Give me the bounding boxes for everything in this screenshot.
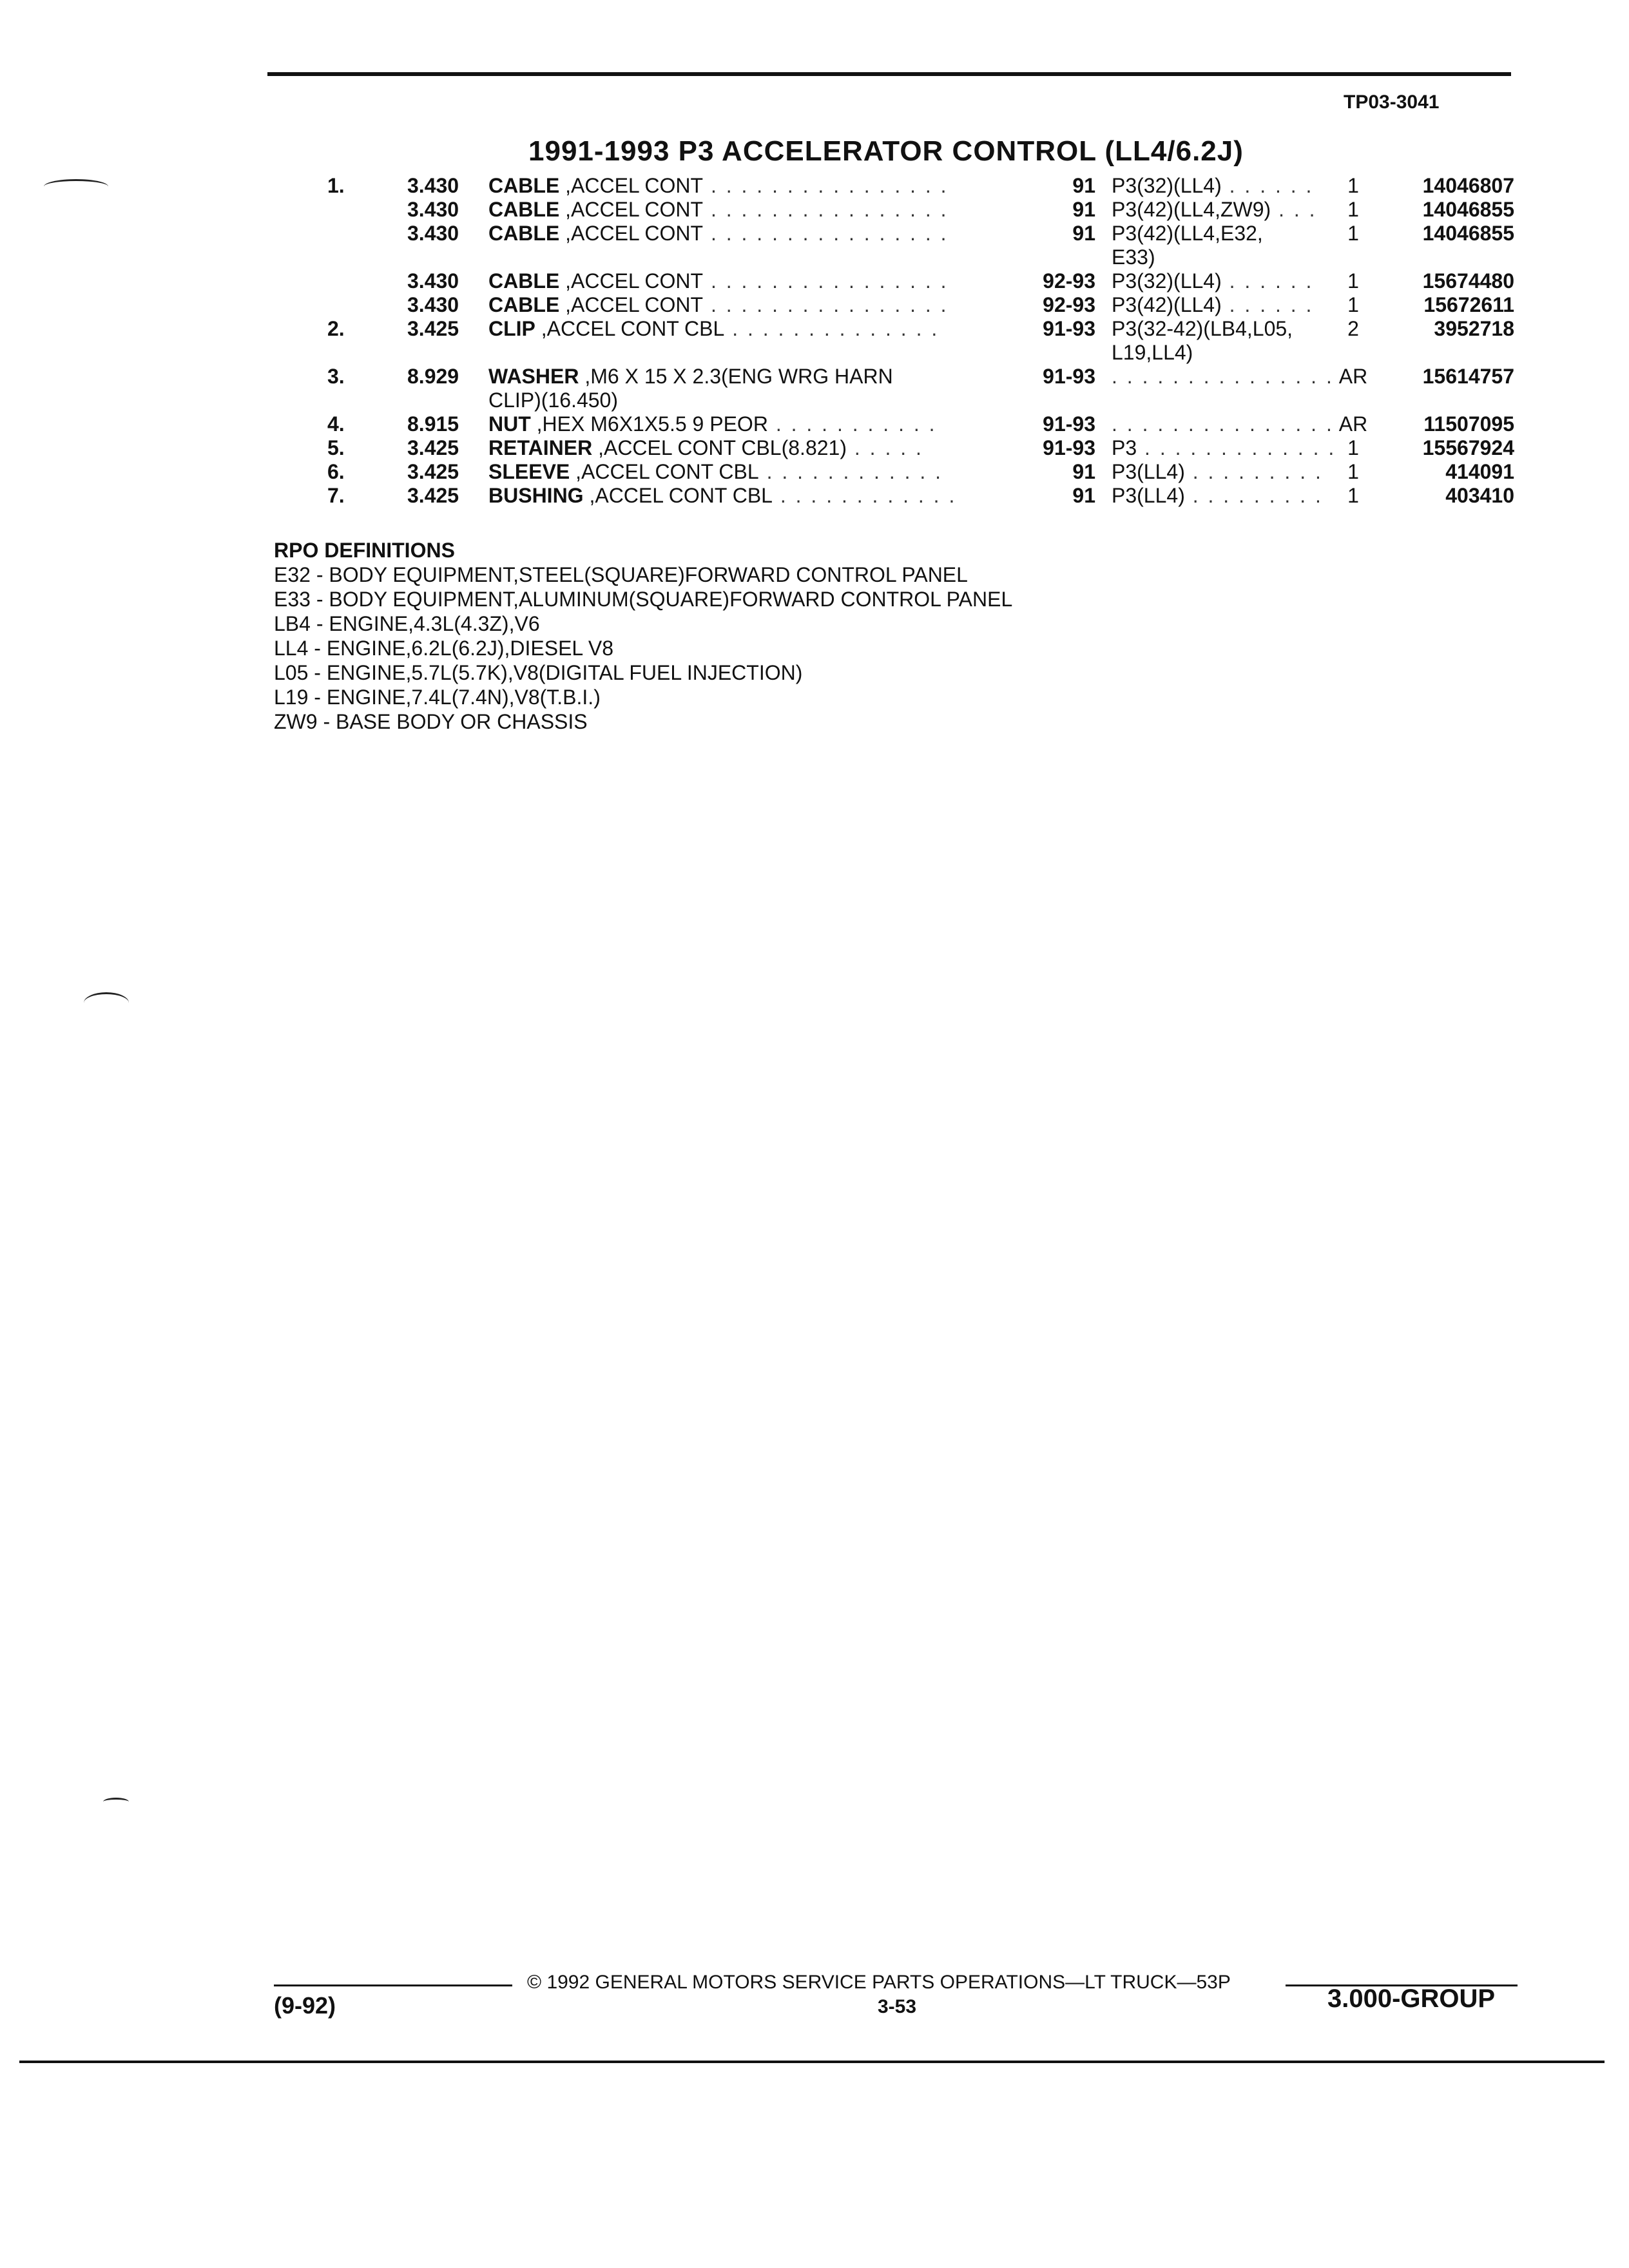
item-number: 4. bbox=[327, 412, 345, 436]
application-line: P3(LL4) bbox=[1112, 460, 1185, 483]
application-line: P3(32)(LL4) bbox=[1112, 174, 1222, 197]
application bbox=[1112, 293, 1324, 317]
part-number: 11507095 bbox=[1423, 412, 1514, 436]
part-description bbox=[488, 436, 1004, 460]
application-line: P3(42)(LL4,ZW9) bbox=[1112, 198, 1271, 221]
application-line: P3(32)(LL4) bbox=[1112, 269, 1222, 293]
model-years: 91 bbox=[1072, 222, 1095, 245]
part-detail: ,ACCEL CONT bbox=[565, 269, 704, 293]
group-number: 3.425 bbox=[407, 460, 459, 483]
part-detail: ,ACCEL CONT bbox=[565, 174, 704, 197]
dot-leader: . . . . . . . . . . . . . . . . bbox=[703, 293, 949, 316]
dot-leader: . . . . . . . . . . . . . . . bbox=[1112, 365, 1334, 388]
part-description bbox=[488, 412, 1004, 436]
document-code: TP03-3041 bbox=[1344, 91, 1440, 113]
part-description bbox=[488, 198, 1004, 222]
quantity: 1 bbox=[1347, 174, 1359, 197]
part-number: 14046855 bbox=[1422, 198, 1514, 221]
part-description bbox=[488, 484, 1004, 508]
application-line: P3(32-42)(LB4,L05, bbox=[1112, 317, 1293, 340]
part-name: CABLE bbox=[488, 198, 560, 221]
part-name: CLIP bbox=[488, 317, 535, 340]
page-title: 1991-1993 P3 ACCELERATOR CONTROL (LL4/6.2J) bbox=[528, 135, 1244, 167]
dot-leader: . . . . . . bbox=[1221, 174, 1314, 197]
part-name: CABLE bbox=[488, 174, 560, 197]
part-number: 15674480 bbox=[1422, 269, 1514, 293]
footer-date: (9-92) bbox=[274, 1992, 336, 2019]
quantity: 1 bbox=[1347, 222, 1359, 245]
footer-copyright: © 1992 GENERAL MOTORS SERVICE PARTS OPERATIONS—LT TRUCK—53P bbox=[527, 1972, 1231, 1993]
quantity: 1 bbox=[1347, 484, 1359, 507]
model-years: 92-93 bbox=[1043, 269, 1095, 293]
dot-leader: . . . . . . . . . . . . bbox=[758, 460, 943, 483]
item-number: 6. bbox=[327, 460, 345, 483]
part-detail: ,ACCEL CONT CBL bbox=[575, 460, 759, 483]
quantity: 1 bbox=[1347, 198, 1359, 221]
quantity: 1 bbox=[1347, 436, 1359, 459]
part-row bbox=[0, 198, 1629, 222]
part-description bbox=[488, 365, 1004, 412]
rpo-line: L05 - ENGINE,5.7L(5.7K),V8(DIGITAL FUEL INJECTION) bbox=[274, 661, 803, 684]
part-detail-continued: CLIP)(16.450) bbox=[488, 389, 618, 412]
dot-leader: . . . . . . . . . . . . . . bbox=[724, 317, 940, 340]
application bbox=[1112, 412, 1334, 436]
group-number: 3.425 bbox=[407, 484, 459, 507]
model-years: 91-93 bbox=[1043, 436, 1095, 459]
part-detail: ,HEX M6X1X5.5 9 PEOR bbox=[536, 412, 768, 436]
item-number: 7. bbox=[327, 484, 345, 507]
rpo-line: L19 - ENGINE,7.4L(7.4N),V8(T.B.I.) bbox=[274, 686, 601, 709]
part-detail: ,ACCEL CONT bbox=[565, 198, 704, 221]
part-name: WASHER bbox=[488, 365, 579, 388]
part-number: 14046807 bbox=[1422, 174, 1514, 197]
dot-leader: . . . . . . . . . . . . . . . bbox=[1112, 412, 1334, 436]
group-number: 3.425 bbox=[407, 436, 459, 459]
group-number: 3.430 bbox=[407, 293, 459, 316]
part-detail: ,ACCEL CONT CBL bbox=[541, 317, 725, 340]
margin-mark bbox=[103, 1798, 129, 1806]
part-name: CABLE bbox=[488, 293, 560, 316]
application bbox=[1112, 198, 1324, 222]
application-continued: E33) bbox=[1112, 245, 1155, 269]
item-number: 2. bbox=[327, 317, 345, 340]
dot-leader: . . . . . . . . . . . bbox=[767, 412, 937, 436]
group-number: 3.430 bbox=[407, 198, 459, 221]
rpo-line: E32 - BODY EQUIPMENT,STEEL(SQUARE)FORWARD CONTROL PANEL bbox=[274, 563, 968, 586]
application bbox=[1112, 460, 1324, 484]
rpo-definitions bbox=[274, 538, 1012, 734]
dot-leader: . . . . . . . . . . . . . . . . bbox=[703, 174, 949, 197]
quantity: AR bbox=[1338, 365, 1368, 388]
model-years: 91 bbox=[1072, 484, 1095, 507]
rpo-title: RPO DEFINITIONS bbox=[274, 539, 455, 562]
part-row bbox=[0, 484, 1629, 508]
quantity: 1 bbox=[1347, 293, 1359, 316]
part-number: 15567924 bbox=[1422, 436, 1514, 459]
model-years: 92-93 bbox=[1043, 293, 1095, 316]
parts-list bbox=[0, 174, 1629, 508]
rpo-line: ZW9 - BASE BODY OR CHASSIS bbox=[274, 710, 588, 733]
part-detail: ,ACCEL CONT CBL(8.821) bbox=[598, 436, 847, 459]
part-number: 403410 bbox=[1445, 484, 1514, 507]
part-name: CABLE bbox=[488, 222, 560, 245]
part-description bbox=[488, 317, 1004, 341]
dot-leader: . . . . . . bbox=[1221, 269, 1314, 293]
part-name: BUSHING bbox=[488, 484, 584, 507]
model-years: 91-93 bbox=[1043, 412, 1095, 436]
rpo-line: LB4 - ENGINE,4.3L(4.3Z),V6 bbox=[274, 612, 540, 635]
application bbox=[1112, 174, 1324, 198]
group-number: 8.915 bbox=[407, 412, 459, 436]
quantity: AR bbox=[1338, 412, 1368, 436]
application bbox=[1112, 436, 1336, 460]
dot-leader: . . . . . . . . . . . . bbox=[772, 484, 957, 507]
quantity: 1 bbox=[1347, 460, 1359, 483]
part-name: RETAINER bbox=[488, 436, 593, 459]
group-number: 3.425 bbox=[407, 317, 459, 340]
part-number: 3952718 bbox=[1434, 317, 1514, 340]
footer-group: 3.000-GROUP bbox=[1327, 1984, 1496, 2013]
footer-page-number: 3-53 bbox=[878, 1996, 917, 2017]
margin-mark bbox=[84, 992, 129, 1014]
part-description bbox=[488, 269, 1004, 293]
model-years: 91 bbox=[1072, 198, 1095, 221]
application bbox=[1112, 484, 1324, 508]
rpo-line: E33 - BODY EQUIPMENT,ALUMINUM(SQUARE)FORWARD CONTROL PANEL bbox=[274, 588, 1013, 611]
dot-leader: . . . . . . bbox=[1221, 293, 1314, 316]
part-detail: ,ACCEL CONT bbox=[565, 293, 704, 316]
rpo-lines bbox=[274, 562, 1012, 734]
part-description bbox=[488, 293, 1004, 317]
quantity: 2 bbox=[1347, 317, 1359, 340]
part-row bbox=[0, 222, 1629, 269]
application-line: P3(42)(LL4,E32, bbox=[1112, 222, 1263, 245]
part-number: 14046855 bbox=[1422, 222, 1514, 245]
application bbox=[1112, 222, 1324, 269]
dot-leader: . . . . . . . . . . . . . . . . bbox=[703, 269, 949, 293]
application-line: P3 bbox=[1112, 436, 1137, 459]
model-years: 91-93 bbox=[1043, 365, 1095, 388]
item-number: 1. bbox=[327, 174, 345, 197]
part-name: SLEEVE bbox=[488, 460, 570, 483]
application-continued: L19,LL4) bbox=[1112, 341, 1193, 364]
dot-leader: . . . . . . . . . . . . . . . . bbox=[703, 222, 949, 245]
dot-leader: . . . . . . . . . . . . . . . . bbox=[703, 198, 949, 221]
group-number: 8.929 bbox=[407, 365, 459, 388]
part-detail: ,M6 X 15 X 2.3(ENG WRG HARN bbox=[584, 365, 893, 388]
part-name: NUT bbox=[488, 412, 531, 436]
part-row bbox=[0, 317, 1629, 365]
application bbox=[1112, 365, 1334, 389]
part-description bbox=[488, 174, 1004, 198]
bottom-rule bbox=[19, 2061, 1605, 2063]
part-detail: ,ACCEL CONT bbox=[565, 222, 704, 245]
part-number: 15672611 bbox=[1423, 293, 1514, 316]
part-detail: ,ACCEL CONT CBL bbox=[589, 484, 773, 507]
dot-leader: . . . bbox=[1271, 198, 1317, 221]
group-number: 3.430 bbox=[407, 222, 459, 245]
model-years: 91 bbox=[1072, 460, 1095, 483]
part-description bbox=[488, 460, 1004, 484]
part-row bbox=[0, 365, 1629, 412]
part-row bbox=[0, 436, 1629, 460]
part-name: CABLE bbox=[488, 269, 560, 293]
part-row bbox=[0, 460, 1629, 484]
dot-leader: . . . . . . . . . bbox=[1184, 460, 1323, 483]
dot-leader: . . . . . . . . . . . . . bbox=[1137, 436, 1336, 459]
top-rule bbox=[267, 72, 1511, 76]
part-row bbox=[0, 293, 1629, 317]
item-number: 5. bbox=[327, 436, 345, 459]
group-number: 3.430 bbox=[407, 174, 459, 197]
item-number: 3. bbox=[327, 365, 345, 388]
application-line: P3(42)(LL4) bbox=[1112, 293, 1222, 316]
application bbox=[1112, 269, 1324, 293]
quantity: 1 bbox=[1347, 269, 1359, 293]
group-number: 3.430 bbox=[407, 269, 459, 293]
footer-rule-left bbox=[274, 1984, 512, 1986]
dot-leader: . . . . . . . . . bbox=[1184, 484, 1323, 507]
part-description bbox=[488, 222, 1004, 245]
model-years: 91 bbox=[1072, 174, 1095, 197]
part-number: 414091 bbox=[1445, 460, 1514, 483]
part-row bbox=[0, 174, 1629, 198]
model-years: 91-93 bbox=[1043, 317, 1095, 340]
part-row bbox=[0, 269, 1629, 293]
part-number: 15614757 bbox=[1422, 365, 1514, 388]
part-row bbox=[0, 412, 1629, 436]
dot-leader: . . . . . bbox=[846, 436, 923, 459]
rpo-line: LL4 - ENGINE,6.2L(6.2J),DIESEL V8 bbox=[274, 637, 614, 660]
application-line: P3(LL4) bbox=[1112, 484, 1185, 507]
application bbox=[1112, 317, 1324, 365]
